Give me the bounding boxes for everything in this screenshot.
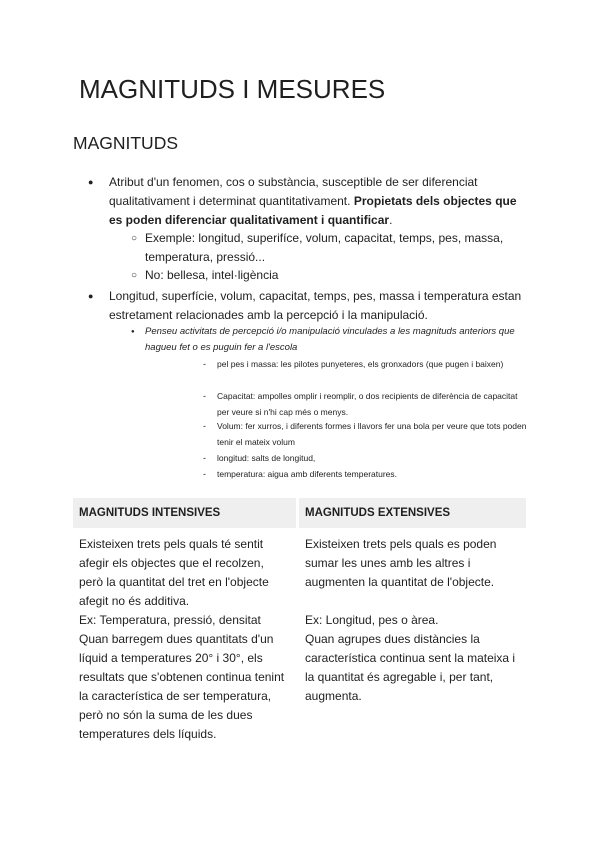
circle-marker: ○ bbox=[131, 270, 138, 281]
bullet-perception: Longitud, superfície, volum, capacitat, temps, pes, massa i temperatura estan estretament relacionades amb la percepció i la manipulació. bbox=[109, 289, 522, 322]
dash-marker: - bbox=[203, 391, 206, 401]
definition-end: . bbox=[389, 213, 393, 227]
definition-bold-text: Propietats dels objectes que es poden diferenciar qualitativament i quantificar bbox=[109, 194, 517, 227]
non-example-item: No: bellesa, intel·ligència bbox=[145, 268, 279, 282]
circle-marker: ○ bbox=[131, 233, 138, 244]
extensive-explanation: Quan agrupes dues distàncies la característica continua sent la mateixa i la quantitat és agregable i, per tant, augmenta. bbox=[305, 632, 516, 703]
intensive-explanation: Quan barregem dues quantitats d'un líquid a temperatures 20° i 30°, els resultats que s'obtenen continua tenint la característica de ser temperatura, però no són la suma de les dues temperatures dels líquids. bbox=[79, 632, 285, 741]
small-bullet-marker: ● bbox=[131, 329, 135, 335]
page-title: MAGNITUDS I MESURES bbox=[79, 74, 386, 104]
activity-item: pel pes i massa: les pilotes punyeteres, els gronxadors (que pugen i baixen) bbox=[217, 359, 504, 369]
activities-prompt: Penseu activitats de percepció i/o manipulació vinculades a les magnituds anteriors que hagueu fet o es puguin fer a l'escola bbox=[145, 326, 515, 353]
extensive-header: MAGNITUDS EXTENSIVES bbox=[305, 507, 451, 519]
bullet-definition bbox=[109, 173, 529, 230]
intensive-definition: Existeixen trets pels quals té sentit afegir els objectes que el recolzen, però la quantitat del tret en l'objecte afegit no és additiva. bbox=[79, 537, 269, 608]
intensive-cell bbox=[79, 535, 291, 744]
intensive-examples: Ex: Temperatura, pressió, densitat bbox=[79, 613, 261, 627]
definition-text: Atribut d'un fenomen, cos o substància, susceptible de ser diferenciat qualitativament i determinat quantitativament. bbox=[109, 175, 478, 208]
bullet-marker: ● bbox=[88, 291, 94, 301]
activity-item: Volum: fer xurros, i diferents formes i llavors fer una bola per veure que tots poden tenir el mateix volum bbox=[217, 421, 527, 447]
dash-marker: - bbox=[203, 469, 206, 479]
intensive-header: MAGNITUDS INTENSIVES bbox=[79, 507, 221, 519]
activity-item: longitud: salts de longitud, bbox=[217, 453, 316, 463]
dash-marker: - bbox=[203, 453, 206, 463]
activity-item: Capacitat: ampolles omplir i reomplir, o dos recipients de diferència de capacitat per veure si n'hi cap més o menys. bbox=[217, 391, 518, 417]
extensive-definition: Existeixen trets pels quals es poden sumar les unes amb les altres i augmenten la quantitat de l'objecte. bbox=[305, 537, 497, 589]
section-heading: MAGNITUDS bbox=[73, 133, 178, 153]
activity-item: temperatura: aigua amb diferents temperatures. bbox=[217, 469, 398, 479]
bullet-marker: ● bbox=[88, 177, 94, 187]
example-item: Exemple: longitud, superifíce, volum, capacitat, temps, pes, massa, temperatura, pressió... bbox=[145, 231, 504, 264]
extensive-examples: Ex: Longitud, pes o àrea. bbox=[305, 613, 439, 627]
dash-marker: - bbox=[203, 359, 206, 369]
extensive-cell bbox=[305, 535, 523, 706]
dash-marker: - bbox=[203, 421, 206, 431]
